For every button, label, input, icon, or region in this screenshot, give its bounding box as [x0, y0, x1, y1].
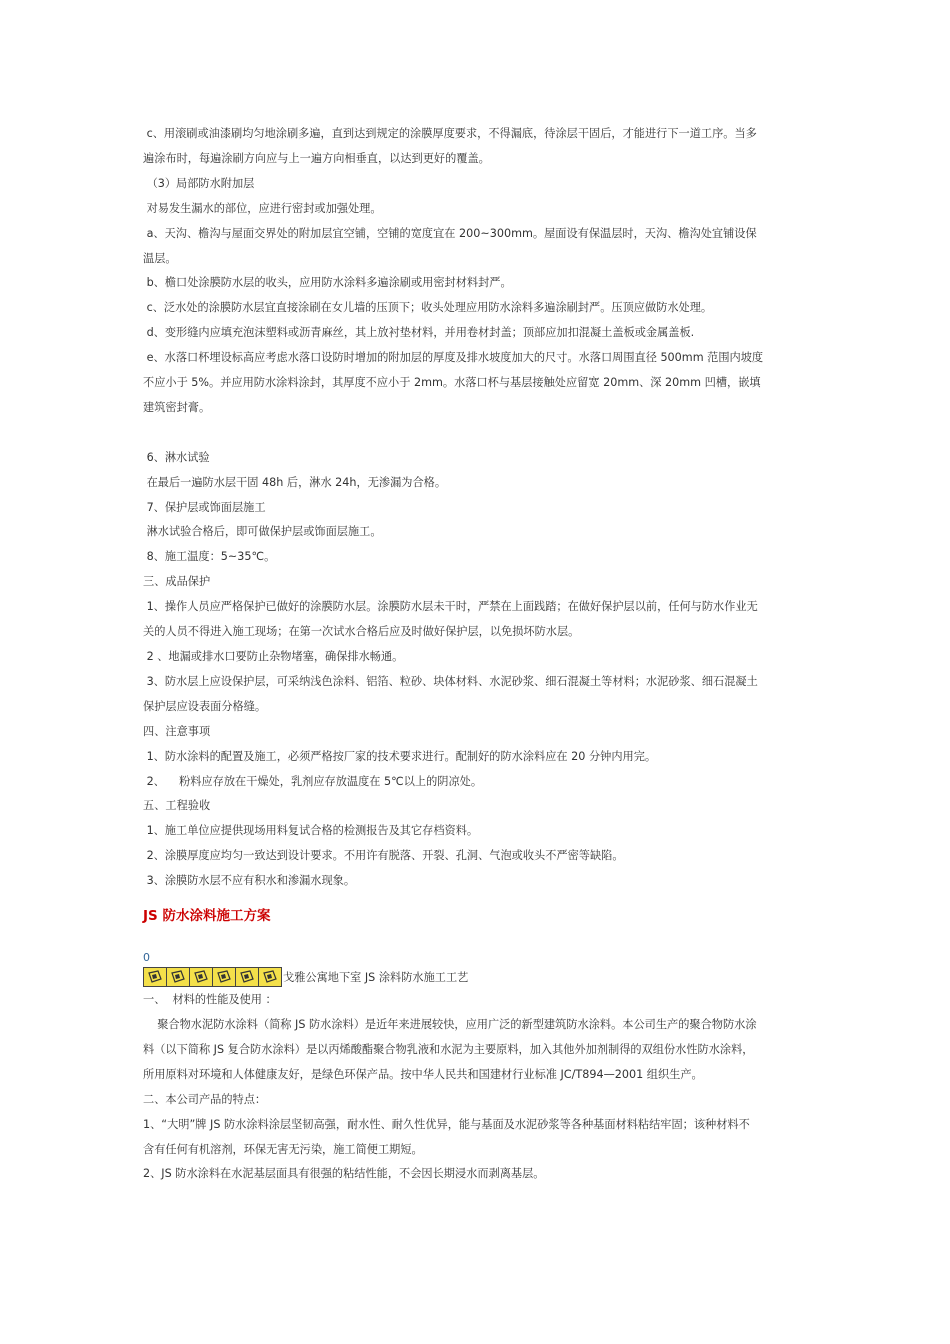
zero-label[interactable]: 0 — [143, 951, 150, 965]
paragraph-line: e、水落口杯埋设标高应考虑水落口设防时增加的附加层的厚度及排水坡度加大的尺寸。水落口周围直径 500mm 范围内坡度 — [143, 351, 764, 365]
paragraph-line: 在最后一遍防水层干固 48h 后，淋水 24h，无渗漏为合格。 — [143, 475, 447, 489]
document-body — [143, 122, 808, 1187]
paragraph-line: 6、淋水试验 — [143, 450, 210, 464]
paragraph-line: c、用滚刷或油漆刷均匀地涂刷多遍，直到达到规定的涂膜厚度要求，不得漏底，待涂层干固后，才能进行下一道工序。当多 — [143, 127, 757, 140]
image-caption: 戈雅公寓地下室 JS 涂料防水施工工艺 — [283, 971, 469, 985]
paragraph-line: 2、JS 防水涂料在水泥基层面具有很强的粘结性能，不会因长期浸水而剥离基层。 — [143, 1167, 545, 1181]
paragraph-line: d、变形缝内应填充泡沫塑料或沥青麻丝，其上放衬垫材料，并用卷材封盖；顶部应加扣混凝土盖板或金属盖板. — [143, 326, 695, 340]
paragraph-line: a、天沟、檐沟与屋面交界处的附加层宜空铺，空铺的宽度宜在 200~300mm。屋面设有保温层时，天沟、檐沟处宜铺设保 — [143, 226, 757, 240]
broken-image-icon — [190, 968, 213, 986]
blank-line — [143, 421, 808, 446]
paragraph-line: 遍涂布时，每遍涂刷方向应与上一遍方向相垂直，以达到更好的覆盖。 — [143, 151, 490, 165]
paragraph-line: 料（以下简称 JS 复合防水涂料）是以丙烯酸酯聚合物乳液和水泥为主要原料，加入其他外加剂制得的双组份水性防水涂料， — [143, 1042, 754, 1056]
section-material-properties — [143, 988, 808, 1187]
paragraph-line: 所用原料对环境和人体健康友好，是绿色环保产品。按中华人民共和国建材行业标准 JC/T894—2001 组织生产。 — [143, 1067, 703, 1081]
paragraph-line: 2、涂膜厚度应均匀一致达到设计要求。不用许有脱落、开裂、孔洞、气泡或收头不严密等缺陷。 — [143, 849, 624, 863]
paragraph-line: （3）局部防水附加层 — [143, 176, 255, 190]
broken-image-strip — [143, 967, 282, 987]
section-testing-protection-acceptance — [143, 446, 808, 894]
paragraph-line: 7、保护层或饰面层施工 — [143, 500, 266, 514]
paragraph-line: 关的人员不得进入施工现场；在第一次试水合格后应及时做好保护层，以免损坏防水层。 — [143, 625, 580, 639]
paragraph-line: 对易发生漏水的部位，应进行密封或加强处理。 — [143, 201, 382, 215]
paragraph-line: 2、 粉料应存放在干燥处，乳剂应存放温度在 5℃以上的阴凉处。 — [143, 774, 483, 788]
paragraph-line: 淋水试验合格后，即可做保护层或饰面层施工。 — [143, 525, 382, 539]
paragraph-line: 四、注意事项 — [143, 724, 211, 738]
broken-image-icon — [236, 968, 259, 986]
paragraph-line: 温层。 — [143, 251, 177, 265]
broken-image-icon — [259, 968, 281, 986]
paragraph-line: 含有任何有机溶剂，环保无害无污染，施工简便工期短。 — [143, 1142, 423, 1156]
broken-image-icon — [167, 968, 190, 986]
paragraph-line: 不应小于 5%。并应用防水涂料涂封，其厚度不应小于 2mm。水落口杯与基层接触处应留宽 20mm、深 20mm 凹槽，嵌填 — [143, 376, 761, 390]
section-construction-steps — [143, 122, 808, 421]
paragraph-line: 3、防水层上应设保护层，可采纳浅色涂料、铝箔、粒砂、块体材料、水泥砂浆、细石混凝土等材料；水泥砂浆、细石混凝土 — [143, 674, 758, 688]
paragraph-line: b、檐口处涂膜防水层的收头，应用防水涂料多遍涂刷或用密封材料封严。 — [143, 276, 512, 290]
paragraph-line: 建筑密封膏。 — [143, 400, 211, 414]
broken-image-icon — [213, 968, 236, 986]
paragraph-line: 1、操作人员应严格保护已做好的涂膜防水层。涂膜防水层未干时，严禁在上面践踏；在做好保护层以前，任何与防水作业无 — [143, 600, 758, 614]
broken-image-icon — [144, 968, 167, 986]
paragraph-line: c、泛水处的涂膜防水层宜直接涂刷在女儿墙的压顶下；收头处理应用防水涂料多遍涂刷封严。压顶应做防水处理。 — [143, 301, 713, 315]
paragraph-line: 2 、地漏或排水口要防止杂物堵塞，确保排水畅通。 — [143, 650, 404, 664]
paragraph-line: 1、防水涂料的配置及施工，必须严格按厂家的技术要求进行。配制好的防水涂料应在 20 分钟内用完。 — [143, 749, 657, 763]
paragraph-line: 五、工程验收 — [143, 799, 211, 813]
article-title[interactable]: JS 防水涂料施工方案 — [143, 908, 271, 925]
paragraph-line: 保护层应设表面分格缝。 — [143, 699, 267, 713]
paragraph-line: 1、“大明”牌 JS 防水涂料涂层坚韧高强，耐水性、耐久性优异，能与基面及水泥砂浆等各种基面材料粘结牢固；该种材料不 — [143, 1117, 750, 1131]
paragraph-line: 1、施工单位应提供现场用料复试合格的检测报告及其它存档资料。 — [143, 824, 479, 838]
paragraph-line: 8、施工温度：5~35℃。 — [143, 550, 276, 564]
paragraph-line: 3、涂膜防水层不应有积水和渗漏水现象。 — [143, 874, 356, 888]
paragraph-line: 二、本公司产品的特点： — [143, 1092, 267, 1106]
paragraph-line: 三、成品保护 — [143, 575, 211, 589]
paragraph-line: 聚合物水泥防水涂料（简称 JS 防水涂料）是近年来进展较快，应用广泛的新型建筑防水涂料。本公司生产的聚合物防水涂 — [143, 1017, 757, 1031]
paragraph-line: 一、 材料的性能及使用 ： — [143, 993, 277, 1007]
image-placeholder-row — [143, 966, 808, 988]
